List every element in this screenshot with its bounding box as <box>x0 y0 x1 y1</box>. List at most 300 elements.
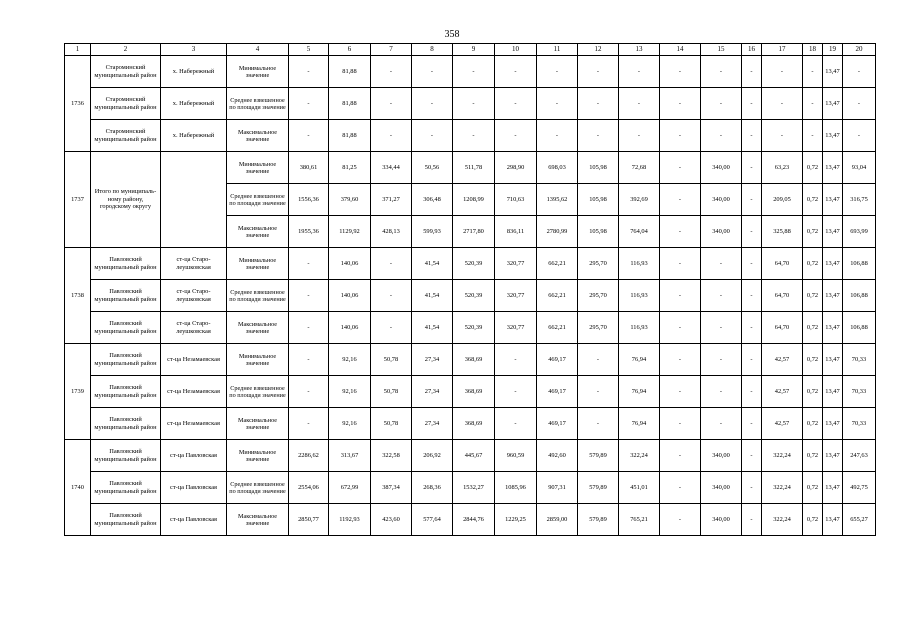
value-cell: - <box>701 344 742 376</box>
value-cell: 27,34 <box>412 376 453 408</box>
value-kind-cell: Минимальное значение <box>227 56 289 88</box>
value-cell: - <box>289 408 329 440</box>
value-cell: - <box>742 440 762 472</box>
value-cell: 2850,77 <box>289 504 329 536</box>
district-cell: Староминский муниципальный район <box>91 88 161 120</box>
value-cell: 520,39 <box>453 312 495 344</box>
value-cell: 72,68 <box>619 152 660 184</box>
value-cell: 76,94 <box>619 344 660 376</box>
value-cell: - <box>742 120 762 152</box>
value-cell: 1085,96 <box>495 472 537 504</box>
value-cell: 836,11 <box>495 216 537 248</box>
value-cell: - <box>619 88 660 120</box>
value-cell: 316,75 <box>843 184 876 216</box>
column-header: 10 <box>495 44 537 56</box>
value-cell: 579,89 <box>578 504 619 536</box>
value-cell: 2780,99 <box>537 216 578 248</box>
column-header: 1 <box>65 44 91 56</box>
value-cell: 428,13 <box>371 216 412 248</box>
value-cell: 0,72 <box>803 440 823 472</box>
value-cell: 387,34 <box>371 472 412 504</box>
value-cell: - <box>537 88 578 120</box>
value-cell: 960,59 <box>495 440 537 472</box>
value-cell: - <box>412 120 453 152</box>
value-cell: - <box>742 280 762 312</box>
value-kind-cell: Минимальное значение <box>227 248 289 280</box>
value-cell: 368,69 <box>453 344 495 376</box>
value-cell: 70,33 <box>843 376 876 408</box>
value-cell: 322,24 <box>619 440 660 472</box>
value-cell: - <box>742 376 762 408</box>
column-header: 8 <box>412 44 453 56</box>
record-number: 1736 <box>65 56 91 152</box>
value-cell: - <box>742 216 762 248</box>
locality-cell: ст-ца Незамаевская <box>161 344 227 376</box>
value-cell: 765,21 <box>619 504 660 536</box>
value-cell: 298,90 <box>495 152 537 184</box>
value-cell: - <box>371 56 412 88</box>
value-cell: 0,72 <box>803 408 823 440</box>
value-cell: 907,31 <box>537 472 578 504</box>
value-cell: 698,03 <box>537 152 578 184</box>
locality-cell: х. Набережный <box>161 120 227 152</box>
value-cell: 92,16 <box>329 376 371 408</box>
value-cell: 579,89 <box>578 440 619 472</box>
value-kind-cell: Среднее взвешенное по площади значение <box>227 472 289 504</box>
value-cell: 340,00 <box>701 152 742 184</box>
value-cell: 295,70 <box>578 312 619 344</box>
value-cell: 445,67 <box>453 440 495 472</box>
value-cell: 340,00 <box>701 216 742 248</box>
value-cell: 1229,25 <box>495 504 537 536</box>
value-cell: - <box>742 248 762 280</box>
value-cell: - <box>660 440 701 472</box>
value-cell: - <box>803 120 823 152</box>
value-cell: 116,93 <box>619 312 660 344</box>
value-cell: 1129,92 <box>329 216 371 248</box>
value-cell: - <box>371 120 412 152</box>
value-kind-cell: Среднее взвешенное по площади значение <box>227 280 289 312</box>
table-row <box>65 440 876 472</box>
locality-cell <box>161 152 227 248</box>
locality-cell: ст-ца Незамаевская <box>161 408 227 440</box>
value-cell: 63,23 <box>762 152 803 184</box>
table-row <box>65 312 876 344</box>
value-cell: - <box>495 344 537 376</box>
value-cell: 64,70 <box>762 248 803 280</box>
value-cell: 140,06 <box>329 248 371 280</box>
data-table <box>64 43 876 536</box>
value-cell: 105,98 <box>578 216 619 248</box>
value-cell: 1395,62 <box>537 184 578 216</box>
value-cell: 320,77 <box>495 248 537 280</box>
value-cell: 662,21 <box>537 280 578 312</box>
value-cell: 295,70 <box>578 248 619 280</box>
value-cell: 13,47 <box>823 152 843 184</box>
value-cell: - <box>537 120 578 152</box>
value-cell: 13,47 <box>823 216 843 248</box>
table-row <box>65 120 876 152</box>
value-cell: 520,39 <box>453 248 495 280</box>
value-cell: - <box>660 88 701 120</box>
value-cell: - <box>371 248 412 280</box>
value-cell: 325,88 <box>762 216 803 248</box>
value-cell: 492,75 <box>843 472 876 504</box>
value-kind-cell: Максимальное значение <box>227 408 289 440</box>
column-header: 12 <box>578 44 619 56</box>
value-cell: 655,27 <box>843 504 876 536</box>
value-cell: 27,34 <box>412 408 453 440</box>
value-cell: 295,70 <box>578 280 619 312</box>
value-cell: 41,54 <box>412 312 453 344</box>
column-header: 9 <box>453 44 495 56</box>
table-row <box>65 344 876 376</box>
value-cell: - <box>742 472 762 504</box>
value-cell: 1955,36 <box>289 216 329 248</box>
value-cell: 50,78 <box>371 344 412 376</box>
value-cell: - <box>660 184 701 216</box>
value-cell: 64,70 <box>762 312 803 344</box>
value-cell: 380,61 <box>289 152 329 184</box>
column-header: 6 <box>329 44 371 56</box>
value-cell: 710,63 <box>495 184 537 216</box>
record-number: 1740 <box>65 440 91 536</box>
value-cell: 340,00 <box>701 504 742 536</box>
value-cell: - <box>742 184 762 216</box>
locality-cell: ст-ца Павловская <box>161 440 227 472</box>
value-cell: 105,98 <box>578 152 619 184</box>
value-cell: 206,92 <box>412 440 453 472</box>
value-cell: 50,78 <box>371 376 412 408</box>
value-cell: 693,99 <box>843 216 876 248</box>
value-cell: 13,47 <box>823 472 843 504</box>
value-cell: 42,57 <box>762 376 803 408</box>
district-cell: Староминский муниципальный район <box>91 56 161 88</box>
value-cell: 492,60 <box>537 440 578 472</box>
column-header: 14 <box>660 44 701 56</box>
value-cell: 520,39 <box>453 280 495 312</box>
value-cell: 106,88 <box>843 280 876 312</box>
table-row <box>65 280 876 312</box>
value-cell: 93,04 <box>843 152 876 184</box>
locality-cell: х. Набережный <box>161 88 227 120</box>
value-cell: - <box>578 56 619 88</box>
value-cell: 577,64 <box>412 504 453 536</box>
value-cell: - <box>660 472 701 504</box>
value-cell: 0,72 <box>803 312 823 344</box>
value-cell: 1208,99 <box>453 184 495 216</box>
value-cell: 2286,62 <box>289 440 329 472</box>
value-cell: 105,98 <box>578 184 619 216</box>
value-cell: - <box>495 56 537 88</box>
value-cell: - <box>660 376 701 408</box>
value-cell: - <box>578 344 619 376</box>
value-cell: 42,57 <box>762 344 803 376</box>
value-cell: 76,94 <box>619 408 660 440</box>
value-cell: - <box>701 280 742 312</box>
value-cell: - <box>289 376 329 408</box>
value-cell: 306,48 <box>412 184 453 216</box>
district-cell: Павловский муниципальный район <box>91 280 161 312</box>
value-cell: - <box>289 88 329 120</box>
value-cell: 116,93 <box>619 280 660 312</box>
value-cell: 469,17 <box>537 376 578 408</box>
value-cell: - <box>742 56 762 88</box>
value-cell: - <box>660 312 701 344</box>
value-cell: 70,33 <box>843 344 876 376</box>
value-cell: 13,47 <box>823 120 843 152</box>
value-cell: - <box>578 376 619 408</box>
value-cell: - <box>495 408 537 440</box>
value-cell: - <box>660 248 701 280</box>
value-cell: 379,60 <box>329 184 371 216</box>
value-cell: - <box>803 56 823 88</box>
value-cell: - <box>660 408 701 440</box>
value-cell: 469,17 <box>537 408 578 440</box>
value-cell: - <box>289 56 329 88</box>
value-cell: 322,24 <box>762 440 803 472</box>
value-cell: - <box>495 376 537 408</box>
district-cell: Павловский муниципальный район <box>91 248 161 280</box>
record-number: 1739 <box>65 344 91 440</box>
value-cell: 469,17 <box>537 344 578 376</box>
value-cell: - <box>371 88 412 120</box>
value-cell: 579,89 <box>578 472 619 504</box>
value-cell: - <box>289 344 329 376</box>
value-cell: - <box>701 248 742 280</box>
value-cell: 0,72 <box>803 216 823 248</box>
value-cell: 81,88 <box>329 120 371 152</box>
value-cell: 13,47 <box>823 312 843 344</box>
value-cell: 313,67 <box>329 440 371 472</box>
value-kind-cell: Среднее взвешенное по площади значение <box>227 88 289 120</box>
value-cell: - <box>701 88 742 120</box>
value-kind-cell: Максимальное значение <box>227 312 289 344</box>
value-cell: - <box>371 312 412 344</box>
value-cell: 672,99 <box>329 472 371 504</box>
value-kind-cell: Среднее взвешенное по площади значение <box>227 184 289 216</box>
value-cell: 1192,93 <box>329 504 371 536</box>
column-header: 7 <box>371 44 412 56</box>
district-cell: Павловский муниципальный район <box>91 504 161 536</box>
value-cell: 50,56 <box>412 152 453 184</box>
column-header: 18 <box>803 44 823 56</box>
value-kind-cell: Минимальное значение <box>227 344 289 376</box>
value-cell: - <box>742 312 762 344</box>
value-cell: - <box>701 408 742 440</box>
value-cell: 50,78 <box>371 408 412 440</box>
table-row <box>65 504 876 536</box>
value-cell: - <box>762 56 803 88</box>
locality-cell: ст-ца Старо-леушковская <box>161 248 227 280</box>
locality-cell: ст-ца Незамаевская <box>161 376 227 408</box>
locality-cell: ст-ца Старо-леушковская <box>161 312 227 344</box>
value-cell: - <box>742 408 762 440</box>
value-cell: 140,06 <box>329 280 371 312</box>
table-body <box>65 56 876 536</box>
district-cell: Павловский муниципальный район <box>91 440 161 472</box>
value-cell: - <box>803 88 823 120</box>
value-cell: - <box>412 56 453 88</box>
value-cell: 368,69 <box>453 408 495 440</box>
column-header: 13 <box>619 44 660 56</box>
value-cell: 662,21 <box>537 312 578 344</box>
column-header: 19 <box>823 44 843 56</box>
value-cell: 423,60 <box>371 504 412 536</box>
value-cell: - <box>289 120 329 152</box>
value-cell: - <box>453 88 495 120</box>
value-cell: 106,88 <box>843 248 876 280</box>
value-cell: 13,47 <box>823 440 843 472</box>
value-cell: 70,33 <box>843 408 876 440</box>
value-cell: 0,72 <box>803 376 823 408</box>
district-cell: Павловский муниципальный район <box>91 376 161 408</box>
value-cell: 92,16 <box>329 408 371 440</box>
value-cell: 27,34 <box>412 344 453 376</box>
district-cell: Павловский муниципальный район <box>91 472 161 504</box>
value-cell: - <box>843 88 876 120</box>
value-kind-cell: Максимальное значение <box>227 504 289 536</box>
value-cell: 140,06 <box>329 312 371 344</box>
value-kind-cell: Максимальное значение <box>227 216 289 248</box>
value-cell: - <box>495 88 537 120</box>
value-cell: 0,72 <box>803 184 823 216</box>
value-cell: 340,00 <box>701 472 742 504</box>
value-cell: 1556,36 <box>289 184 329 216</box>
table-row <box>65 56 876 88</box>
value-cell: - <box>578 88 619 120</box>
value-cell: - <box>660 504 701 536</box>
value-cell: - <box>701 56 742 88</box>
value-cell: 13,47 <box>823 408 843 440</box>
table-row <box>65 408 876 440</box>
value-cell: 13,47 <box>823 376 843 408</box>
value-cell: - <box>619 120 660 152</box>
value-cell: 371,27 <box>371 184 412 216</box>
value-cell: 0,72 <box>803 472 823 504</box>
value-cell: 209,05 <box>762 184 803 216</box>
value-cell: - <box>762 88 803 120</box>
value-cell: 0,72 <box>803 152 823 184</box>
table-row <box>65 376 876 408</box>
value-cell: - <box>660 280 701 312</box>
value-cell: 2554,06 <box>289 472 329 504</box>
value-cell: 2717,80 <box>453 216 495 248</box>
value-cell: 1532,27 <box>453 472 495 504</box>
locality-cell: ст-ца Старо-леушковская <box>161 280 227 312</box>
value-cell: 13,47 <box>823 280 843 312</box>
value-cell: - <box>619 56 660 88</box>
value-cell: 334,44 <box>371 152 412 184</box>
district-cell: Павловский муниципальный район <box>91 344 161 376</box>
value-cell: - <box>537 56 578 88</box>
value-cell: 92,16 <box>329 344 371 376</box>
value-cell: - <box>453 56 495 88</box>
value-cell: 0,72 <box>803 504 823 536</box>
value-cell: 81,25 <box>329 152 371 184</box>
value-cell: 322,24 <box>762 504 803 536</box>
value-cell: - <box>660 120 701 152</box>
value-kind-cell: Минимальное значение <box>227 152 289 184</box>
value-cell: 13,47 <box>823 504 843 536</box>
column-header: 20 <box>843 44 876 56</box>
value-cell: 340,00 <box>701 184 742 216</box>
table-row <box>65 88 876 120</box>
value-cell: 41,54 <box>412 248 453 280</box>
value-cell: - <box>742 504 762 536</box>
value-cell: - <box>660 56 701 88</box>
value-cell: 0,72 <box>803 344 823 376</box>
value-cell: 13,47 <box>823 248 843 280</box>
value-cell: - <box>412 88 453 120</box>
table-row <box>65 152 876 184</box>
value-cell: 41,54 <box>412 280 453 312</box>
value-cell: 13,47 <box>823 184 843 216</box>
value-kind-cell: Среднее взвешенное по площади значение <box>227 376 289 408</box>
value-cell: 2844,76 <box>453 504 495 536</box>
value-cell: 0,72 <box>803 280 823 312</box>
value-cell: 0,72 <box>803 248 823 280</box>
value-cell: - <box>701 376 742 408</box>
column-header: 5 <box>289 44 329 56</box>
record-number: 1737 <box>65 152 91 248</box>
value-cell: 116,93 <box>619 248 660 280</box>
value-cell: 392,69 <box>619 184 660 216</box>
locality-cell: ст-ца Павловская <box>161 472 227 504</box>
district-cell: Павловский муниципальный район <box>91 312 161 344</box>
value-cell: 599,93 <box>412 216 453 248</box>
value-cell: 42,57 <box>762 408 803 440</box>
value-cell: 268,36 <box>412 472 453 504</box>
value-cell: - <box>578 120 619 152</box>
header-row <box>65 44 876 56</box>
locality-cell: х. Набережный <box>161 56 227 88</box>
value-cell: - <box>843 56 876 88</box>
value-cell: - <box>289 280 329 312</box>
value-cell: - <box>843 120 876 152</box>
district-cell: Павловский муниципальный район <box>91 408 161 440</box>
column-header: 3 <box>161 44 227 56</box>
value-cell: - <box>701 120 742 152</box>
value-cell: 2859,00 <box>537 504 578 536</box>
value-cell: 13,47 <box>823 88 843 120</box>
value-cell: 320,77 <box>495 312 537 344</box>
value-kind-cell: Минимальное значение <box>227 440 289 472</box>
value-kind-cell: Максимальное значение <box>227 120 289 152</box>
column-header: 2 <box>91 44 161 56</box>
value-cell: - <box>742 152 762 184</box>
value-cell: - <box>660 152 701 184</box>
value-cell: - <box>742 88 762 120</box>
value-cell: - <box>660 216 701 248</box>
value-cell: 76,94 <box>619 376 660 408</box>
value-cell: - <box>762 120 803 152</box>
value-cell: - <box>701 312 742 344</box>
value-cell: 340,00 <box>701 440 742 472</box>
value-cell: 81,88 <box>329 56 371 88</box>
value-cell: - <box>742 344 762 376</box>
value-cell: - <box>453 120 495 152</box>
column-header: 11 <box>537 44 578 56</box>
value-cell: 13,47 <box>823 56 843 88</box>
locality-cell: ст-ца Павловская <box>161 504 227 536</box>
value-cell: - <box>289 248 329 280</box>
value-cell: - <box>371 280 412 312</box>
value-cell: 247,63 <box>843 440 876 472</box>
value-cell: - <box>578 408 619 440</box>
value-cell: 662,21 <box>537 248 578 280</box>
column-header: 17 <box>762 44 803 56</box>
